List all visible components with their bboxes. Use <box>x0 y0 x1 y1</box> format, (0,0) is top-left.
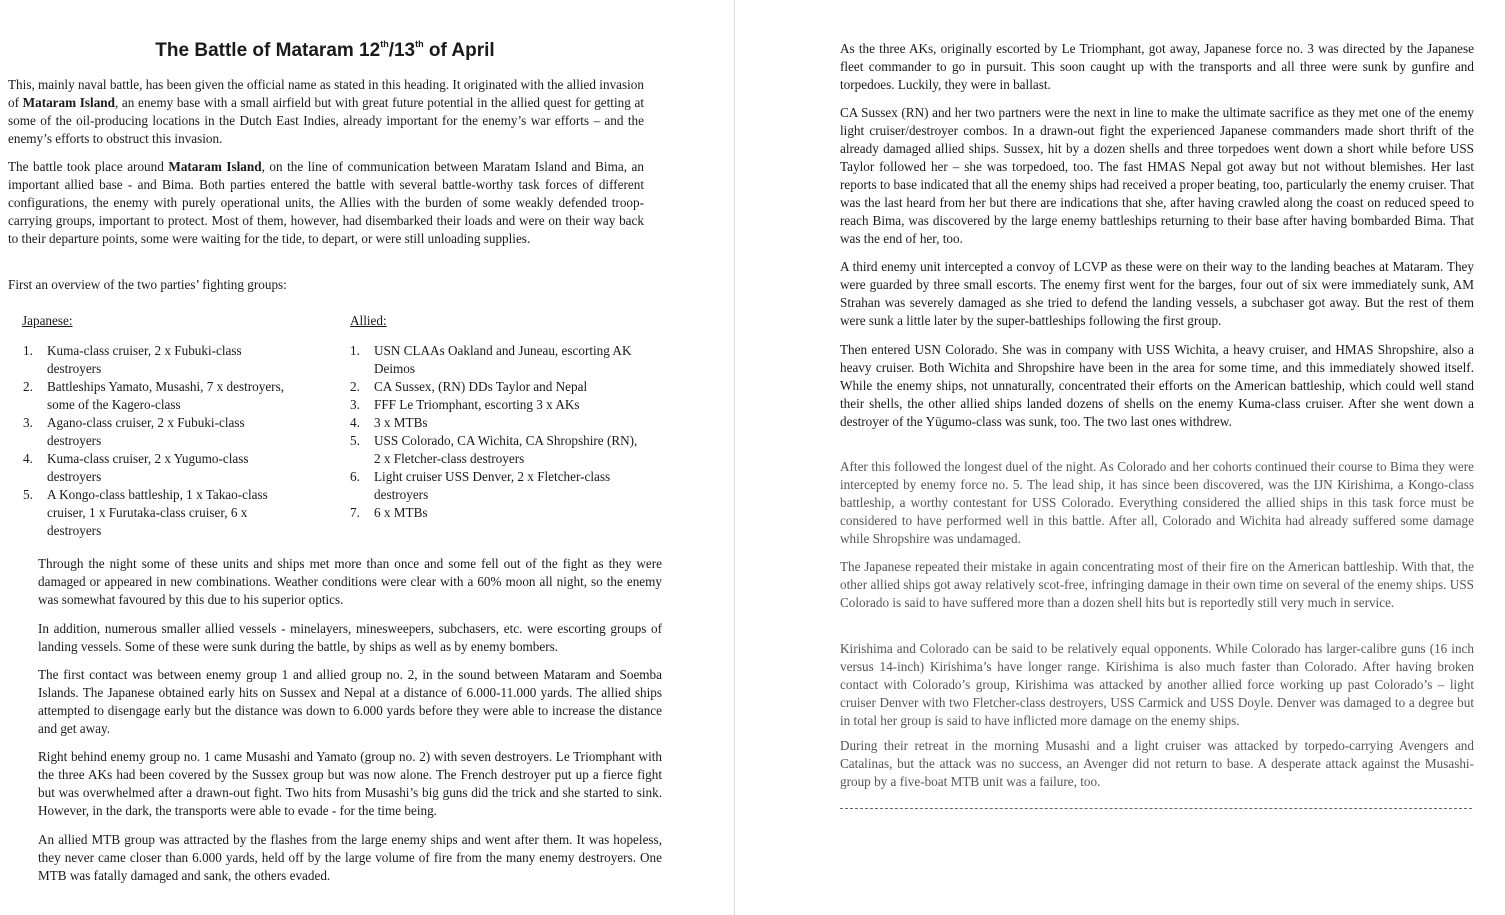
location-text-a: The battle took place around <box>8 159 169 174</box>
allied-group-item-text: USS Colorado, CA Wichita, CA Shropshire (RN), 2 x Fletcher-class destroyers <box>374 433 638 466</box>
first-contact-paragraph: The first contact was between enemy group 1 and allied group no. 2, in the sound between Mataram and Soemba Islands. The Japanese obtained early hits on Sussex and Nepal at a distance of 6.000-11.000 yards. The allied ships attempted to disengage early but the distance was down to 6.000 yards before they were able to increase the distance and get away. <box>38 667 662 736</box>
title-sup-2: th <box>415 39 424 49</box>
allied-group-item-text: 6 x MTBs <box>374 505 428 520</box>
allied-group-item-number: 4. <box>350 415 360 430</box>
japanese-group-item-text: Kuma-class cruiser, 2 x Yugumo-class destroyers <box>47 451 249 484</box>
japanese-group-item-text: Agano-class cruiser, 2 x Fubuki-class destroyers <box>47 415 245 448</box>
japanese-group-item <box>23 450 295 486</box>
smaller-vessels-paragraph: In addition, numerous smaller allied vessels - minelayers, minesweepers, subchasers, etc. were escorting groups of landing vessels. Some of these were sunk during the battle, by ships as well as by enemy bombers. <box>38 621 662 654</box>
allied-group-item-text: USN CLAAs Oakland and Juneau, escorting AK Deimos <box>374 343 632 376</box>
allied-group-item <box>350 432 642 468</box>
japanese-group-item-text: Kuma-class cruiser, 2 x Fubuki-class destroyers <box>47 343 242 376</box>
japanese-group-item-text: A Kongo-class battleship, 1 x Takao-class cruiser, 1 x Furutaka-class cruiser, 6 x destroyers <box>47 487 268 538</box>
retreat-paragraph: During their retreat in the morning Musashi and a light cruiser was attacked by torpedo-carrying Avengers and Catalinas, but the attack was no success, an Avenger did not return to base. A desperate attack against the Musashi-group by a five-boat MTB unit was a failure, too. <box>840 738 1474 789</box>
allied-group-item-text: FFF Le Triomphant, escorting 3 x AKs <box>374 397 580 412</box>
location-text-c: , on the line of communication between Maratam Island and Bima, an important allied base - and Bima. Both parties entered the battle with several battle-worthy task forces of different configurations, the enemy with purely operational units, the Allies with the burden of some weakly defended troop-carrying groups, important to protect. Most of them, however, had disembarked their loads and were on their way back to their departure points, some were waiting for the tide, to depart, or were still unloading supplies. <box>8 159 644 246</box>
japanese-group-item <box>23 342 295 378</box>
colorado-paragraph: Then entered USN Colorado. She was in company with USS Wichita, a heavy cruiser, and HMAS Shropshire, also a heavy cruiser. Both Wichita and Shropshire have been in the area for some time, and this immediately showed itself. While the enemy ships, not unnaturally, concentrated their efforts on the American battleship, which could well stand their shells, the other allied ships landed dozens of shells on the enemy Kuma-class cruiser. After she went down a destroyer of the Yūgumo-class was sunk, too. The two last ones withdrew. <box>840 342 1474 429</box>
allied-group-item <box>350 396 642 414</box>
allied-group-item <box>350 468 642 504</box>
pursuit-paragraph: As the three AKs, originally escorted by Le Triomphant, got away, Japanese force no. 3 was directed by the Japanese fleet commander to go in pursuit. This soon caught up with the transports and all three were sunk by gunfire and torpedoes. Luckily, they were in ballast. <box>840 41 1474 92</box>
allied-group-item-number: 7. <box>350 505 360 520</box>
allied-group-item-number: 3. <box>350 397 360 412</box>
allied-group-item-text: Light cruiser USS Denver, 2 x Fletcher-class destroyers <box>374 469 611 502</box>
allied-group-item-number: 1. <box>350 343 360 358</box>
sussex-paragraph: CA Sussex (RN) and her two partners were the next in line to make the ultimate sacrifice as they met one of the enemy light cruiser/destroyer combos. In a drawn-out fight the experienced Japanese commanders made short thrift of the already damaged allied ships. Sussex, hit by a dozen shells and three torpedoes went down a short while before USS Taylor followed her – she was torpedoed, too. The fast HMAS Nepal got away but not without blemishes. Her last reports to base indicated that all the enemy ships had received a proper beating, too, particularly the enemy cruiser. That was the last heard from her but there are indications that she, after having crawled along the coast on reduced speed to reach Bima, was discovered by the large enemy battleships returning to their base after having bombarded Bima. That was the end of her, too. <box>840 105 1474 246</box>
allied-group-item-number: 2. <box>350 379 360 394</box>
japanese-group-item-number: 2. <box>23 379 33 394</box>
duel-paragraph: After this followed the longest duel of the night. As Colorado and her cohorts continued their course to Bima they were intercepted by enemy force no. 5. The lead ship, it has since been discovered, was the IJN Kirishima, a Kongo-class battleship, a worthy contestant for USS Colorado. Everything considered the allied ships in this task force must be considered to have performed well in this battle. After all, Colorado and Wichita had already suffered some damage while Shropshire was undamaged. <box>840 459 1474 546</box>
title-tail: of April <box>423 40 495 61</box>
opponents-paragraph: Kirishima and Colorado can be said to be relatively equal opponents. While Colorado has larger-calibre guns (16 inch versus 14-inch) Kirishima’s have longer range. Kirishima is also much faster than Colorado. After having broken contact with Colorado’s group, Kirishima was attacked by another allied force working up past Colorado’s – light cruiser Denver with two Fletcher-class destroyers, USS Carmick and USS Doyle. Denver was damaged to a degree but in total her group is said to have inflicted more damage on the enemy ships. <box>840 641 1474 728</box>
allied-group-item-text: CA Sussex, (RN) DDs Taylor and Nepal <box>374 379 588 394</box>
japanese-group-item-text: Battleships Yamato, Musashi, 7 x destroyers, some of the Kagero-class <box>47 379 284 412</box>
japanese-group-item-number: 5. <box>23 487 33 502</box>
night-paragraph: Through the night some of these units and ships met more than once and some fell out of the fight as they were damaged or appeared in new combinations. Weather conditions were clear with a 60% moon all night, so the enemy was somewhat favoured by this due to his superior optics. <box>38 556 662 607</box>
japanese-group-item <box>23 414 295 450</box>
musashi-paragraph: Right behind enemy group no. 1 came Musashi and Yamato (group no. 2) with seven destroyers. Le Triomphant with the three AKs had been covered by the Sussex group but was now alone. The French destroyer put up a fierce fight but was overwhelmed after a drawn-out fight. Two hits from Musashi’s big guns did the trick and she started to sink. However, in the dark, the transports were able to evade - for the time being. <box>38 749 662 818</box>
allied-groups-list <box>350 342 642 522</box>
mistake-paragraph: The Japanese repeated their mistake in again concentrating most of their fire on the American battleship. With that, the other allied ships got away relatively scot-free, infringing damage in their own time on several of the enemy ships. USS Colorado is said to have suffered more than a dozen shell hits but is reportedly still very much in service. <box>840 559 1474 610</box>
intro-text-c: , an enemy base with a small airfield but with great future potential in the allied quest for getting at some of the oil-producing locations in the Dutch East Indies, already important for the enemy’s war efforts – and the enemy’s efforts to obstruct this invasion. <box>8 95 644 146</box>
allied-group-item <box>350 414 642 432</box>
japanese-group-item-number: 3. <box>23 415 33 430</box>
left-page <box>0 0 735 915</box>
dashed-divider <box>840 808 1472 809</box>
japanese-group-item <box>23 378 295 414</box>
allied-group-item-number: 5. <box>350 433 360 448</box>
location-bold: Mataram Island <box>168 159 262 174</box>
overview-paragraph: First an overview of the two parties’ fighting groups: <box>8 277 287 292</box>
allied-group-item <box>350 342 642 378</box>
intro-text-a: This, mainly naval battle, has been given the official name as stated in this heading. It originated with the allied invasion of <box>8 77 644 110</box>
japanese-group-item <box>23 486 295 540</box>
lcvp-paragraph: A third enemy unit intercepted a convoy of LCVP as these were on their way to the landing beaches at Mataram. They were guarded by three small escorts. The enemy first went for the barges, four out of six were immediately sunk, AM Strahan was severely damaged as she tried to defend the landing vessels, a subchaser got away. But the rest of them were sunk a little later by the super-battleships following the first group. <box>840 259 1474 328</box>
title-main: The Battle of Mataram 12 <box>155 40 381 61</box>
japanese-label: Japanese: <box>22 313 73 328</box>
japanese-groups-list <box>23 342 295 540</box>
mtb-paragraph: An allied MTB group was attracted by the flashes from the large enemy ships and went after them. It was hopeless, they never came closer than 6.000 yards, held off by the large volume of fire from the many enemy destroyers. One MTB was fatally damaged and sank, the others evaded. <box>38 832 662 883</box>
allied-group-item-text: 3 x MTBs <box>374 415 428 430</box>
japanese-group-item-number: 1. <box>23 343 33 358</box>
title-sup-1: th <box>380 39 389 49</box>
page-title <box>0 40 650 62</box>
title-sep: /13 <box>388 40 416 61</box>
japanese-group-item-number: 4. <box>23 451 33 466</box>
allied-label: Allied: <box>350 313 387 328</box>
intro-bold: Mataram Island <box>22 95 115 110</box>
allied-group-item-number: 6. <box>350 469 360 484</box>
allied-group-item <box>350 378 642 396</box>
intro-paragraph <box>8 76 644 148</box>
location-paragraph <box>8 158 644 248</box>
allied-group-item <box>350 504 642 522</box>
